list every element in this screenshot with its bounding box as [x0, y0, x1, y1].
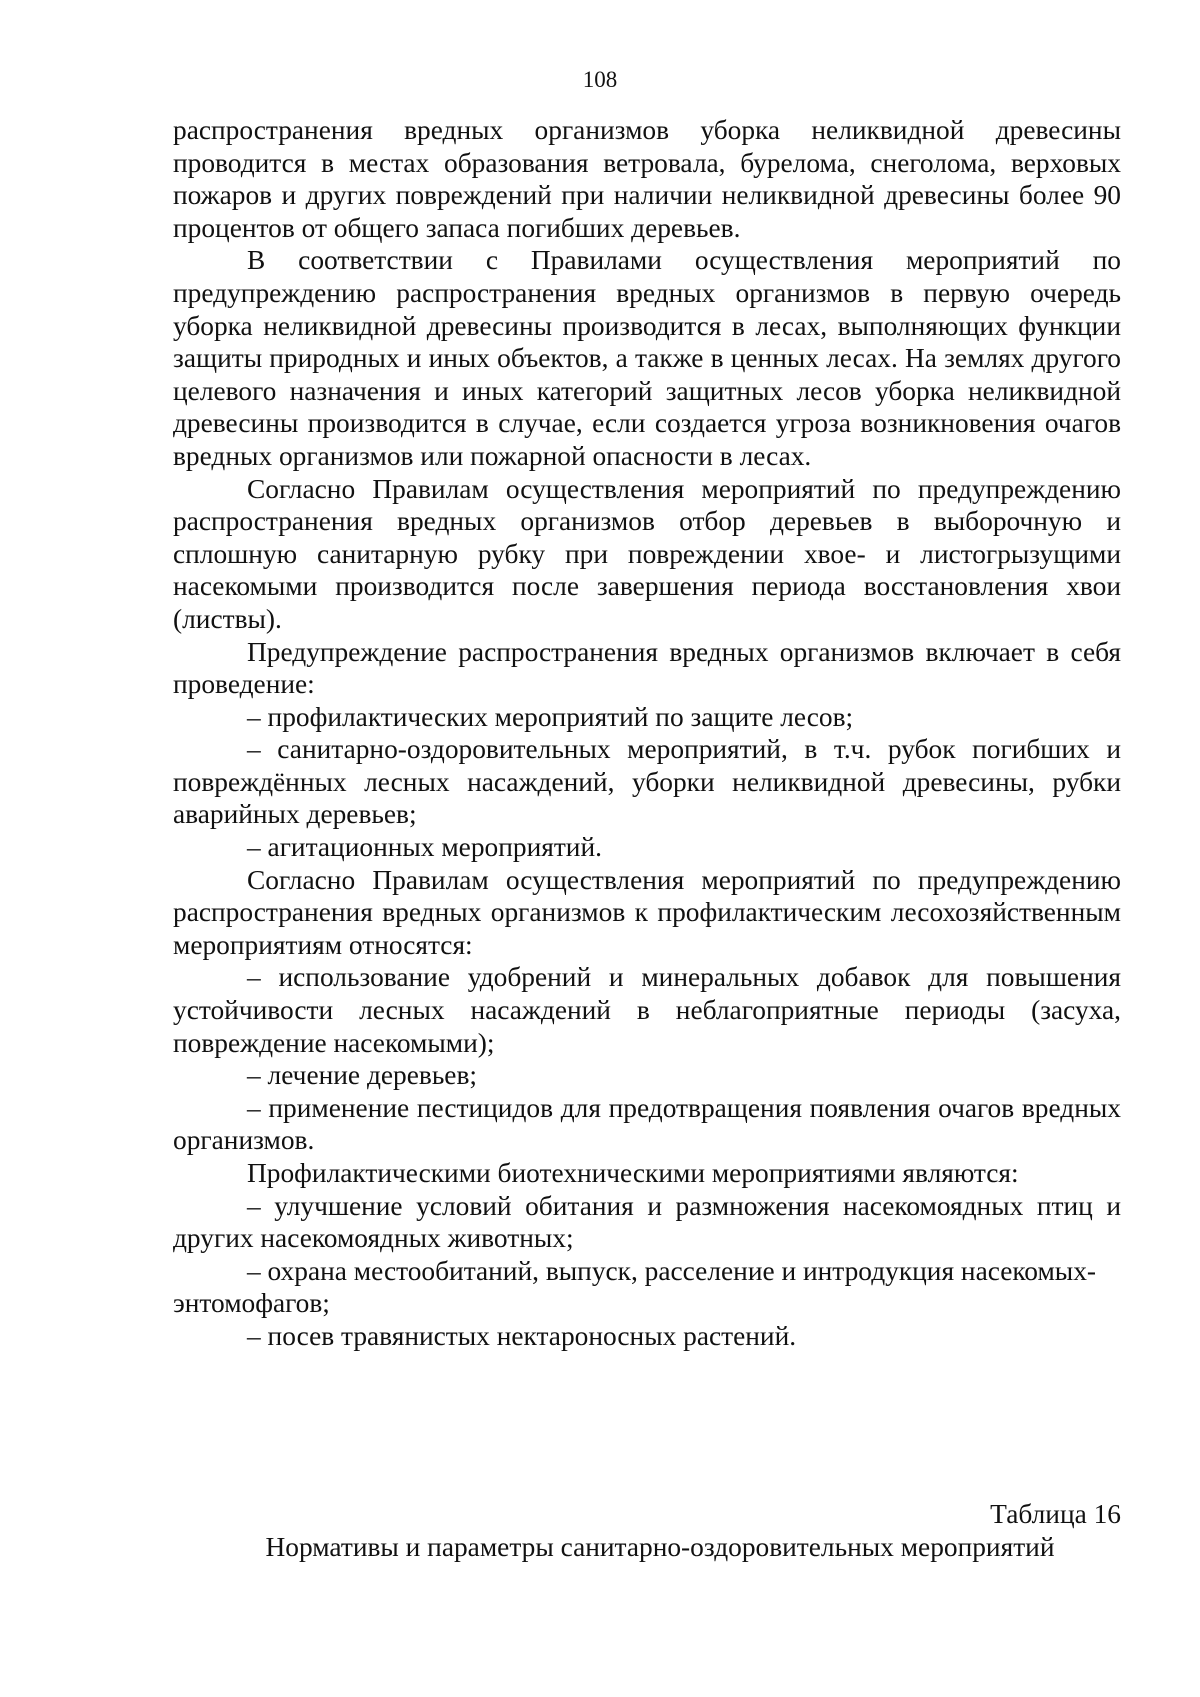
list-item-pesticides: – применение пестицидов для предотвращения появления очагов вредных организмов. [173, 1092, 1121, 1156]
paragraph-biotechnical-measures: Профилактическими биотехническими мероприятиями являются: [247, 1158, 1019, 1188]
list-item-agitation-measures: – агитационных мероприятий. [247, 832, 602, 863]
list-item-preventive-measures: – профилактических мероприятий по защите лесов; [247, 701, 854, 732]
list-item-fertilizers: – использование удобрений и минеральных добавок для повышения устойчивости лесных насаждений в неблагоприятные периоды (засуха, повреждение насекомыми); [173, 962, 1121, 1058]
table-number-label: Таблица 16 [990, 1499, 1121, 1529]
list-item-nectar-plants: – посев травянистых нектароносных растений. [247, 1320, 797, 1351]
paragraph-rules-first-priority: В соответствии с Правилами осуществления мероприятий по предупреждению распространения вредных организмов в первую очередь уборка неликвидной древесины производится в лесах, выполняющих функции защиты природных и иных объектов, а также в ценных лесах. На землях другого целевого назначения и иных категорий защитных лесов уборка неликвидной древесины производится в случае, если создается угроза возникновения очагов вредных организмов или пожарной опасности в лесах. [173, 245, 1121, 471]
paragraph-prevention-includes: Предупреждение распространения вредных организмов включает в себя проведение: [173, 636, 1121, 700]
table-caption [173, 1498, 1121, 1564]
table-title: Нормативы и параметры санитарно-оздоровительных мероприятий [265, 1532, 1055, 1562]
page-number: 108 [582, 67, 618, 92]
paragraph-continuation: распространения вредных организмов уборка неликвидной древесины проводится в местах образования ветровала, бурелома, снеголома, верховых пожаров и других повреждений при наличии неликвидной древесины более 90 процентов от общего запаса погибших деревьев. [173, 115, 1121, 243]
list-item-tree-treatment: – лечение деревьев; [247, 1060, 478, 1091]
list-item-bird-habitat: – улучшение условий обитания и размножения насекомоядных птиц и других насекомоядных животных; [173, 1190, 1121, 1254]
list-item-sanitary-measures: – санитарно-оздоровительных мероприятий, в т.ч. рубок погибших и повреждённых лесных насаждений, уборки неликвидной древесины, рубки аварийных деревьев; [173, 734, 1121, 830]
paragraph-sanitary-selection: Согласно Правилам осуществления мероприятий по предупреждению распространения вредных организмов отбор деревьев в выборочную и сплошную санитарную рубку при повреждении хвое- и листогрызущими насекомыми производится после завершения периода восстановления хвои (листвы). [173, 473, 1121, 634]
document-body [173, 114, 1121, 1353]
paragraph-forestry-measures: Согласно Правилам осуществления мероприятий по предупреждению распространения вредных организмов к профилактическим лесохозяйственным мероприятиям относятся: [173, 864, 1121, 960]
list-item-entomophages: – охрана местообитаний, выпуск, расселение и интродукция насекомых-энтомофагов; [173, 1255, 1097, 1319]
